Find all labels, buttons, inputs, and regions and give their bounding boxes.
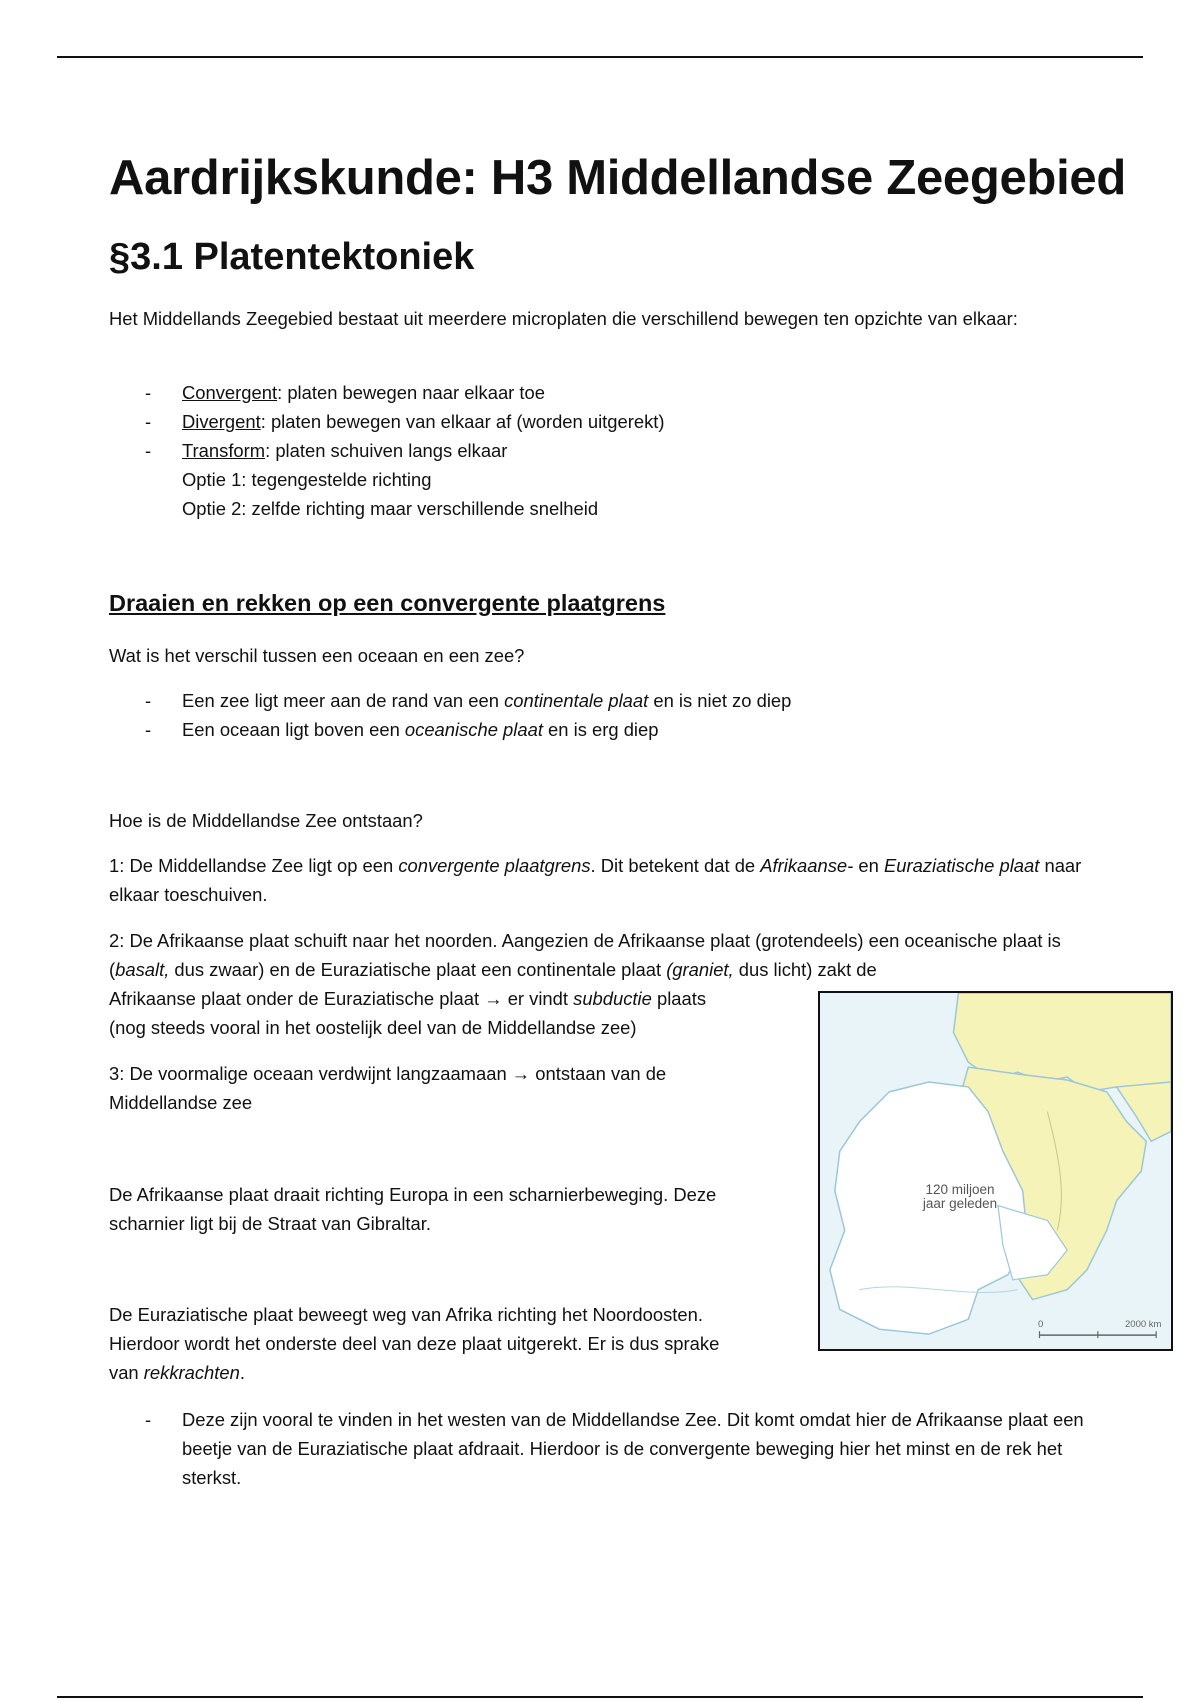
term-divergent: Divergent (182, 411, 261, 432)
question-origin: Hoe is de Middellandse Zee ontstaan? (109, 810, 423, 831)
hinge-line-2: scharnier ligt bij de Straat van Gibraltar. (109, 1213, 431, 1234)
bullet-dash: - (145, 1409, 152, 1430)
question-ocean-sea: Wat is het verschil tussen een oceaan en een zee? (109, 645, 525, 666)
step-2-continued: Afrikaanse plaat onder de Euraziatische plaat → er vindt subductie plaats (109, 988, 707, 1009)
map-graphic (820, 993, 1171, 1349)
map-label-line-1: 120 miljoen (925, 1182, 995, 1197)
header-rule (57, 56, 1143, 58)
term-description: : platen schuiven langs elkaar (265, 440, 508, 461)
step-3-line-2: Middellandse zee (109, 1092, 253, 1113)
stretch-line-3: van rekkrachten. (109, 1362, 245, 1383)
paleogeography-map (818, 991, 1173, 1351)
stretch-line-1: De Euraziatische plaat beweegt weg van Afrika richting het Noordoosten. (109, 1304, 703, 1325)
step-2-note: (nog steeds vooral in het oostelijk deel van de Middellandse zee) (109, 1017, 637, 1038)
term-description: : platen bewegen naar elkaar toe (277, 382, 545, 403)
hinge-line-1: De Afrikaanse plaat draait richting Europa in een scharnierbeweging. Deze (109, 1184, 717, 1205)
map-label-line-2: jaar geleden (922, 1196, 998, 1211)
bullet-dash: - (145, 719, 152, 740)
term-rekkrachten: rekkrachten (143, 1362, 240, 1383)
map-label (900, 1183, 1020, 1211)
bullet-dash: - (145, 440, 152, 461)
scale-end-label: 2000 km (1125, 1319, 1162, 1330)
term-oceanic-plate: oceanische plaat (404, 719, 543, 740)
term-description: : platen bewegen van elkaar af (worden uitgerekt) (260, 411, 665, 432)
term-continental-plate: continentale plaat (504, 690, 649, 711)
bullet-dash: - (145, 690, 152, 711)
term-transform: Transform (182, 440, 266, 461)
term-convergent: Convergent (182, 382, 278, 403)
section-heading: §3.1 Platentektoniek (109, 236, 475, 278)
stretch-line-2: Hierdoor wordt het onderste deel van deze plaat uitgerekt. Er is dus sprake (109, 1333, 720, 1354)
footer-rule (57, 1696, 1143, 1698)
subsection-heading: Draaien en rekken op een convergente plaatgrens (109, 590, 666, 616)
document-title: Aardrijkskunde: H3 Middellandse Zeegebied (109, 151, 1126, 205)
intro-paragraph: Het Middellands Zeegebied bestaat uit meerdere microplaten die verschillend bewegen ten opzichte van elkaar: (109, 308, 1018, 329)
scale-start-label: 0 (1038, 1319, 1044, 1330)
bullet-dash: - (145, 411, 152, 432)
step-2-paragraph: 2: De Afrikaanse plaat schuift naar het noorden. Aangezien de Afrikaanse plaat (grotendeels) een oceanische plaat is (basalt, dus zwaar) en de Euraziatische plaat een continentale plaat (graniet, dus licht) zakt de (109, 930, 1061, 980)
step-1-paragraph: 1: De Middellandse Zee ligt op een convergente plaatgrens. Dit betekent dat de Afrikaanse- en Euraziatische plaat naar elkaar toeschuiven. (109, 855, 1082, 905)
step-3-line-1: 3: De voormalige oceaan verdwijnt langzaamaan → ontstaan van de (109, 1063, 667, 1084)
bullet-dash: - (145, 382, 152, 403)
